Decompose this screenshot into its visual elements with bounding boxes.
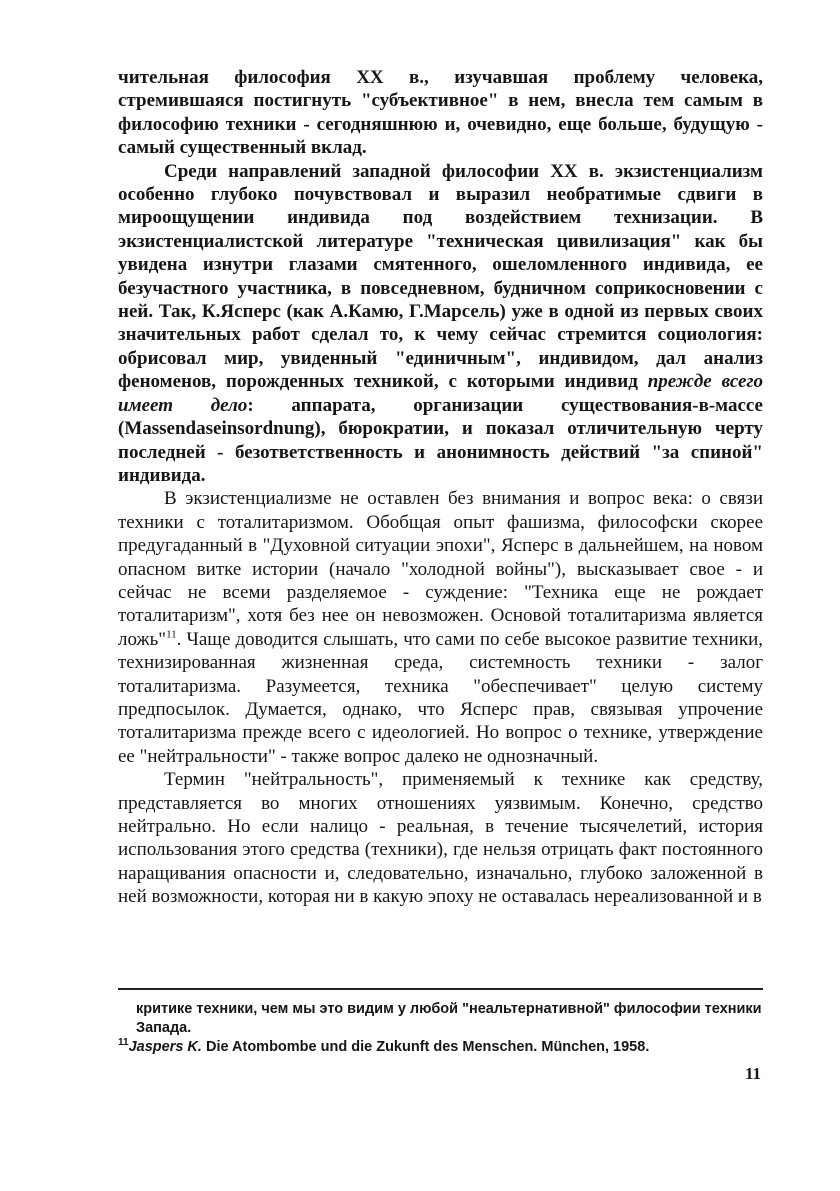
paragraph-3-text: В экзистенциализме не оставлен без внимания и вопрос века: о связи техники с тоталитаризмом. Обобщая опыт фашизма, философски скорее предугаданный в "Духовной ситуации эпохи", Ясперс в дальнейшем, на новом опасном витке истории (начало "холодной войны"), высказывает свое - и сейчас не всеми разделяемое - суждение: "Техника еще не рождает тоталитаризм", хотя без нее он невозможен. Основой тоталитаризма является ложь": [118, 488, 763, 650]
page-number: 11: [745, 1064, 762, 1083]
footnote-ref-11[interactable]: 11: [166, 628, 177, 641]
footnote-continuation: критике техники, чем мы это видим у любой "неальтернативной" философии техники Запада.: [136, 1001, 762, 1036]
paragraph-1: чительная философия XX в., изучавшая проблему человека, стремившаяся постигнуть "субъективное" в нем, внесла тем самым в философию техники - сегодняшнюю и, очевидно, еще больше, будущую - самый существенный вклад.: [118, 67, 763, 159]
paragraph-2-text-end: : аппарата, организации существования-в-массе (Massendaseinsordnung), бюрократии, и показал отличительную черту последней - безответственность и анонимность действий "за спиной" индивида.: [118, 394, 763, 486]
main-text: [118, 66, 763, 909]
paragraph-3: [118, 487, 763, 768]
paragraph-2-emphasis: прежде всего имеет дело: [118, 371, 763, 416]
paragraph-4: Термин "нейтральность", применяемый к технике как средству, представляется во многих отношениях уязвимым. Конечно, средство нейтрально. Но если налицо - реальная, в течение тысячелетий, история использования этого средства (техники), где нельзя отрицать факт постоянного наращивания опасности и, следовательно, изначально, глубоко заложенной в ней возможности, которая ни в какую эпоху не оставалась нереализованной и в: [118, 769, 763, 908]
footnote-number: 11: [118, 1037, 129, 1049]
footnote-divider: [118, 988, 763, 990]
paragraph-2-text: Среди направлений западной философии XX в. экзистенциализм особенно глубоко почувствовал и выразил необратимые сдвиги в мироощущении индивида под воздействием технизации. В экзистенциалистской литературе "техническая цивилизация" как бы увидена изнутри глазами смятенного, ошеломленного индивида, ее безучастного участника, в повседневном, будничном соприкосновении с ней. Так, К.Ясперс (как А.Камю, Г.Марсель) уже в одной из первых своих значительных работ сделал то, к чему сейчас стремится социология: обрисовал мир, увиденный "единичным", индивидом, дал анализ феноменов, порожденных техникой, с которыми индивид: [118, 160, 763, 393]
footnote-author: Jaspers K.: [128, 1039, 202, 1055]
footnote-11: [118, 1038, 763, 1057]
footnotes: [118, 1000, 763, 1057]
paragraph-2: [118, 160, 763, 488]
paragraph-3-text-end: . Чаще доводится слышать, что сами по себе высокое развитие техники, технизированная жизненная среда, системность техники - залог тоталитаризма. Разумеется, техника "обеспечивает" целую систему предпосылок. Думается, однако, что Ясперс прав, связывая упрочение тоталитаризма прежде всего с идеологией. Но вопрос о технике, утверждение ее "нейтральности" - также вопрос далеко не однозначный.: [118, 628, 763, 767]
footnote-text: Die Atombombe und die Zukunft des Menschen. München, 1958.: [201, 1039, 650, 1055]
